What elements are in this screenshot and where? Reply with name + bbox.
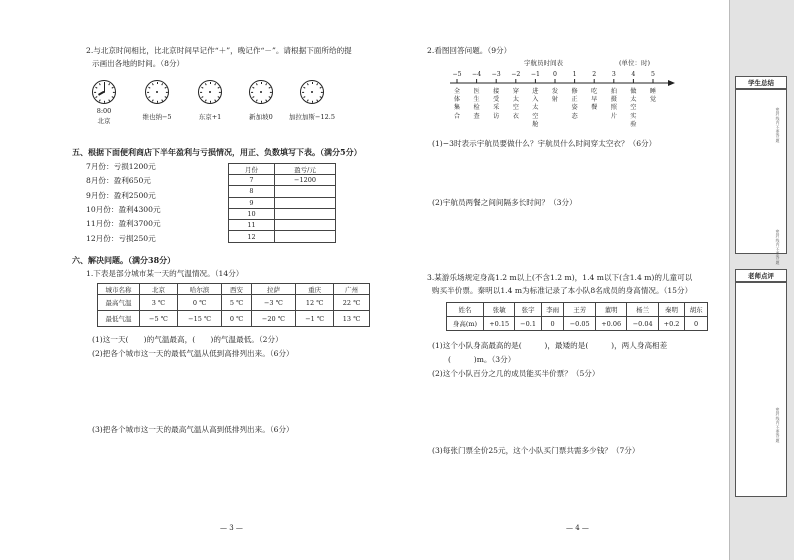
- clock-tick: [204, 83, 206, 85]
- teacher-comment-box[interactable]: [735, 282, 787, 497]
- height-table-header: 秦明: [658, 303, 684, 317]
- temp-cell: −3 ℃: [251, 295, 295, 311]
- q6-1-sub1: (1)这一天( )的气温最高，( )的气温最低。（2分）: [92, 335, 283, 344]
- clock-tick: [319, 87, 321, 89]
- temp-cell: 22 ℃: [334, 295, 370, 311]
- table-row: [98, 295, 370, 311]
- table-row: [229, 231, 336, 242]
- profit-cell[interactable]: [275, 231, 336, 242]
- clock-face[interactable]: [300, 80, 324, 104]
- timeline-arrow: [668, 80, 675, 86]
- height-table-header: 胡东: [685, 303, 708, 317]
- clock-tick: [252, 87, 254, 89]
- table-row: [229, 186, 336, 197]
- clock-tick: [261, 101, 262, 103]
- clock-tick: [268, 87, 270, 89]
- clock-tick: [316, 99, 318, 101]
- clock-center: [156, 91, 158, 93]
- timeline-number: 3: [611, 71, 616, 78]
- clock-center: [209, 91, 211, 93]
- q5-line: 10月份：盈利4300元: [86, 204, 161, 214]
- r-q3-text-line1: 3.某游乐场规定身高1.2 m以上(不含1.2 m)，1.4 m以下(含1.4 m)的儿童可以: [427, 273, 693, 282]
- height-table-header: 张敏: [483, 303, 514, 317]
- q5-line: 12月份：亏损250元: [86, 233, 156, 243]
- profit-cell: −1200: [275, 175, 336, 186]
- clock-tick: [98, 83, 100, 85]
- clock-center: [311, 91, 313, 93]
- clock-tick: [164, 87, 166, 89]
- timeline-number: 5: [651, 71, 655, 78]
- r-q3-sub3: (3)每张门票全价25元，这个小队买门票共需多少钱？（7分）: [432, 446, 640, 455]
- timeline-event: 进入太空舱: [532, 88, 539, 128]
- height-table-header: 张宇: [515, 303, 541, 317]
- clock-tick: [265, 83, 267, 85]
- month-cell: 8: [229, 186, 275, 197]
- clock-tick: [255, 83, 257, 85]
- height-table-header: 董明: [595, 303, 626, 317]
- month-cell: 7: [229, 175, 275, 186]
- timeline-number: −1: [530, 71, 540, 78]
- clock-time: 8:00: [96, 107, 112, 115]
- timeline-event: 医生检查: [473, 88, 480, 120]
- r-q3-text-line2: 购买半价票。秦明以1.4 m为标准记录了本小队8名成员的身高情况。（15分）: [432, 286, 693, 295]
- clock-tick: [151, 99, 153, 101]
- q2-text-line2: 示画出各地的时间。（8分）: [92, 59, 185, 68]
- r-q3-sub1b: ( )m。（3分）: [448, 355, 516, 364]
- height-cell: +0.06: [595, 317, 626, 331]
- timeline-event: 穿太空衣: [512, 88, 519, 120]
- seal-text: 密封线内不要答题: [775, 407, 780, 443]
- q6-1-sub2: (2)把各个城市这一天的最低气温从低到高排列出来。（6分）: [92, 349, 294, 358]
- height-table-header: 姓名: [447, 303, 484, 317]
- clock-tick: [204, 99, 206, 101]
- timeline-event: 吃早餐: [591, 88, 598, 112]
- profit-cell[interactable]: [275, 186, 336, 197]
- clock-tick: [94, 92, 96, 93]
- clock-tick: [151, 83, 153, 85]
- temp-cell: 12 ℃: [296, 295, 334, 311]
- q6-title: 六、解决问题。（满分38分）: [72, 255, 176, 265]
- table-row: [229, 197, 336, 208]
- profit-cell[interactable]: [275, 220, 336, 231]
- clock-face[interactable]: [92, 80, 116, 104]
- seal-text: 密封线内不要答题: [775, 107, 780, 143]
- clock-tick: [306, 99, 308, 101]
- clock-tick: [302, 92, 304, 93]
- timeline-number: 2: [592, 71, 597, 78]
- teacher-comment-title: 老师点评: [735, 269, 787, 282]
- timeline-event: 接受采访: [493, 88, 500, 120]
- clock-tick: [320, 92, 322, 93]
- clock-tick: [111, 96, 113, 98]
- clock-tick: [108, 83, 110, 85]
- timeline-event: 修正姿态: [571, 88, 578, 120]
- month-table: [228, 163, 336, 243]
- clock-tick: [218, 92, 220, 93]
- clock-tick: [214, 83, 216, 85]
- timeline-event: 睡觉: [649, 88, 657, 104]
- temp-cell: −5 ℃: [140, 311, 178, 327]
- clock-tick: [157, 82, 158, 84]
- page-number-right: — 4 —: [566, 524, 589, 532]
- height-cell: −0.04: [627, 317, 658, 331]
- clock-tick: [111, 87, 113, 89]
- temperature-table: [97, 283, 370, 327]
- table-row: [229, 220, 336, 231]
- clock-tick: [161, 83, 163, 85]
- q6-1-sub3: (3)把各个城市这一天的最高气温从高到低排列出来。（6分）: [92, 425, 294, 434]
- profit-cell[interactable]: [275, 208, 336, 219]
- timeline-event: 拍摄照片: [610, 88, 617, 120]
- seal-text: 密封线内不要答题: [775, 229, 780, 265]
- clock-tick: [312, 101, 313, 103]
- timeline-unit: (单位：时): [619, 59, 651, 67]
- clock-tick: [217, 96, 219, 98]
- r-q3-sub2: (2)这个小队百分之几的成员能买半价票？（5分）: [432, 369, 600, 378]
- table-row: [229, 175, 336, 186]
- month-cell: 12: [229, 231, 275, 242]
- temp-cell: 13 ℃: [334, 311, 370, 327]
- clock-tick: [268, 96, 270, 98]
- clock-tick: [303, 87, 305, 89]
- height-row-label: 身高(m): [447, 317, 484, 331]
- clock-tick: [147, 92, 149, 93]
- temp-table-header: 广州: [334, 284, 370, 295]
- height-table-header: 杨兰: [627, 303, 658, 317]
- table-row: [98, 311, 370, 327]
- r-q2-sub1: (1)−3时表示宇航员要做什么？宇航员什么时间穿太空衣？（6分）: [432, 139, 657, 148]
- temp-cell: 5 ℃: [222, 295, 251, 311]
- table-row: [229, 208, 336, 219]
- timeline-number: −3: [491, 71, 501, 78]
- height-table: [446, 302, 708, 331]
- timeline-number: 1: [572, 71, 577, 78]
- q5-line: 8月份：盈利650元: [86, 176, 151, 186]
- clock-tick: [164, 96, 166, 98]
- temp-cell: −20 ℃: [251, 311, 295, 327]
- clock-tick: [217, 87, 219, 89]
- clock-tick: [157, 101, 158, 103]
- clock-tick: [316, 83, 318, 85]
- student-summary-title: 学生总结: [735, 76, 787, 89]
- timeline-number: 4: [631, 71, 636, 78]
- clock-tick: [214, 99, 216, 101]
- table-row: [447, 317, 708, 331]
- clock-tick: [252, 96, 254, 98]
- clock-tick: [303, 96, 305, 98]
- clock-face[interactable]: [145, 80, 169, 104]
- month-table-header: 盈亏/元: [275, 164, 336, 175]
- height-cell: −0.1: [515, 317, 541, 331]
- clock-face[interactable]: [198, 80, 222, 104]
- q6-1-text: 1.下表是部分城市某一天的气温情况。（14分）: [86, 269, 244, 278]
- clock-tick: [306, 83, 308, 85]
- month-table-header: 月份: [229, 164, 275, 175]
- clock-tick: [201, 87, 203, 89]
- clock-city: 维也纳−5: [142, 113, 172, 121]
- r-q2-title: 2.看图回答问题。（9分）: [427, 46, 512, 55]
- height-cell: 0: [685, 317, 708, 331]
- clock-tick: [319, 96, 321, 98]
- height-cell: +0.2: [658, 317, 684, 331]
- temp-cell: 最高气温: [98, 295, 140, 311]
- q5-line: 7月份：亏损1200元: [86, 162, 156, 171]
- clock-center: [103, 91, 105, 93]
- clock-tick: [210, 82, 211, 84]
- clock-city: 北京: [97, 117, 111, 125]
- timeline-number: −2: [511, 71, 521, 78]
- clock-tick: [312, 82, 313, 84]
- clock-center: [260, 91, 262, 93]
- page-number-left: — 3 —: [220, 524, 243, 532]
- clock-tick: [95, 87, 97, 89]
- clock-tick: [104, 101, 105, 103]
- month-cell: 11: [229, 220, 275, 231]
- timeline-event: 发射: [551, 88, 559, 104]
- clock-tick: [200, 92, 202, 93]
- timeline-axis: [448, 78, 678, 88]
- temp-cell: 0 ℃: [177, 295, 221, 311]
- r-q2-sub2: (2)宇航员两餐之间间隔多长时间？（3分）: [432, 198, 577, 207]
- timeline-number: −5: [452, 71, 462, 78]
- temp-table-header: 北京: [140, 284, 178, 295]
- r-q3-sub1a: (1)这个小队身高最高的是( )，最矮的是( )，两人身高相差: [432, 341, 668, 350]
- clock-tick: [98, 99, 100, 101]
- clock-tick: [251, 92, 253, 93]
- clock-tick: [269, 92, 271, 93]
- clock-tick: [95, 96, 97, 98]
- clock-tick: [108, 99, 110, 101]
- temp-cell: −1 ℃: [296, 311, 334, 327]
- clock-city: 东京+1: [198, 113, 222, 121]
- clock-tick: [261, 82, 262, 84]
- clock-tick: [210, 101, 211, 103]
- temp-table-header: 城市名称: [98, 284, 140, 295]
- clock-city: 新加坡0: [249, 113, 273, 121]
- q5-title: 五、根据下面便利商店下半年盈利与亏损情况，用正、负数填写下表。（满分5分）: [72, 147, 362, 157]
- month-cell: 10: [229, 208, 275, 219]
- height-table-header: 李雨: [541, 303, 564, 317]
- clock-tick: [201, 96, 203, 98]
- q2-text-line1: 2.与北京时间相比，比北京时间早记作“＋”，晚记作“－”。请根据下面所给的提: [86, 46, 352, 55]
- temp-cell: 3 ℃: [140, 295, 178, 311]
- height-cell: +0.15: [483, 317, 514, 331]
- clock-tick: [112, 92, 114, 93]
- temp-cell: −15 ℃: [177, 311, 221, 327]
- clock-tick: [265, 99, 267, 101]
- height-table-header: 王芳: [564, 303, 595, 317]
- clock-face[interactable]: [249, 80, 273, 104]
- temp-table-header: 重庆: [296, 284, 334, 295]
- temp-table-header: 西安: [222, 284, 251, 295]
- clock-tick: [148, 87, 150, 89]
- profit-cell[interactable]: [275, 197, 336, 208]
- height-cell: −0.05: [564, 317, 595, 331]
- clock-tick: [161, 99, 163, 101]
- temp-cell: 最低气温: [98, 311, 140, 327]
- clock-city: 加拉加斯−12.5: [289, 113, 335, 121]
- timeline-number: −4: [472, 71, 482, 78]
- timeline-number: 0: [553, 71, 557, 78]
- clock-tick: [148, 96, 150, 98]
- timeline-event: 全体集合: [453, 88, 461, 120]
- q5-line: 9月份：盈利2500元: [86, 190, 156, 200]
- clock-tick: [165, 92, 167, 93]
- temp-cell: 0 ℃: [222, 311, 251, 327]
- timeline-event: 做太空实验: [630, 88, 637, 128]
- q5-line: 11月份：盈利3700元: [86, 219, 161, 229]
- month-cell: 9: [229, 197, 275, 208]
- clock-tick: [255, 99, 257, 101]
- timeline-title: 宇航员时间表: [524, 59, 563, 67]
- height-cell: 0: [541, 317, 564, 331]
- temp-table-header: 拉萨: [251, 284, 295, 295]
- temp-table-header: 哈尔滨: [177, 284, 221, 295]
